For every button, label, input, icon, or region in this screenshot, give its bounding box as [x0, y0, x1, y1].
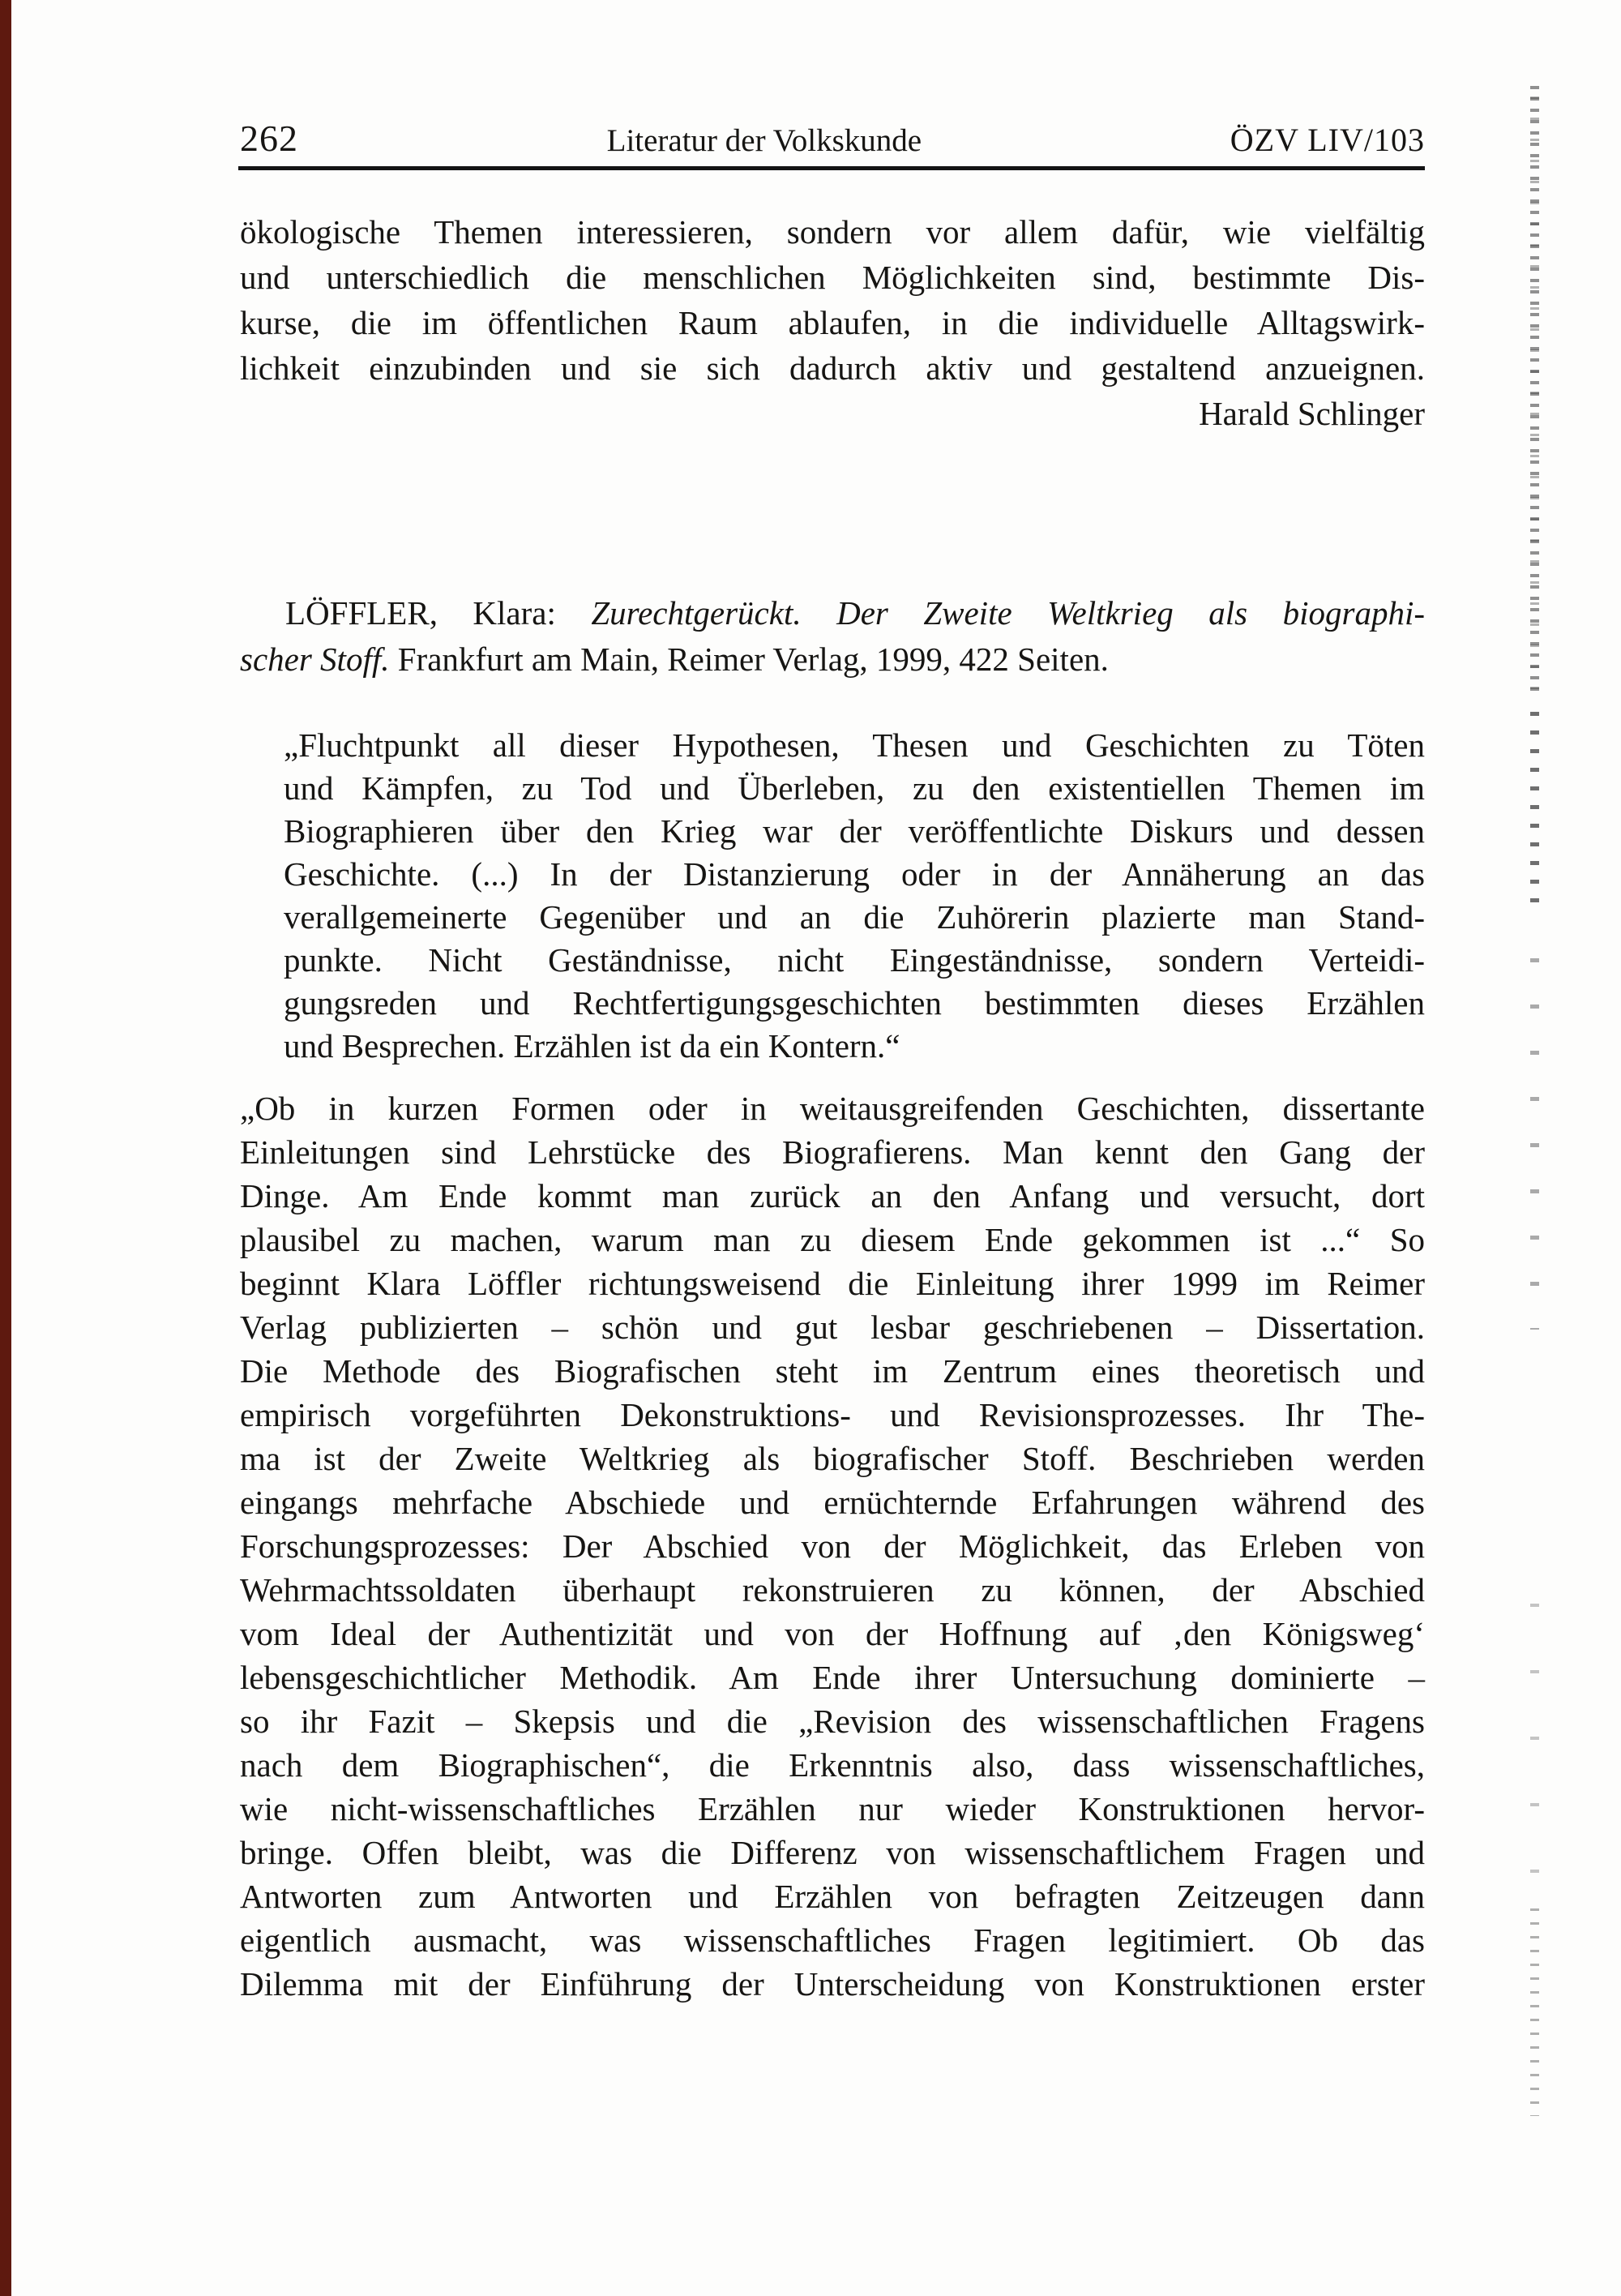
text-line: und unterschiedlich die menschlichen Möglichkeiten sind, bestimmte Dis- — [240, 259, 1425, 296]
text-line: Biographieren über den Krieg war der veröffentlichte Diskurs und dessen — [284, 812, 1425, 850]
text-line: Antworten zum Antworten und Erzählen von befragten Zeitzeugen dann — [240, 1878, 1425, 1915]
text-line: kurse, die im öffentlichen Raum ablaufen, in die individuelle Alltagswirk- — [240, 304, 1425, 341]
issue-label: ÖZV LIV/103 — [1230, 122, 1425, 158]
text-line: empirisch vorgeführten Dekonstruktions- und Revisionsprozesses. Ihr The- — [240, 1396, 1425, 1433]
text-line: nach dem Biographischen“, die Erkenntnis also, dass wissenschaftliches, — [240, 1746, 1425, 1784]
continuation-paragraph — [240, 209, 1425, 391]
header-rule — [238, 166, 1425, 170]
page-number: 262 — [240, 118, 298, 159]
text-line: verallgemeinerte Gegenüber und an die Zuhörerin plazierte man Stand- — [284, 898, 1425, 936]
book-reference — [240, 590, 1425, 683]
scan-edge-dashes — [1530, 1540, 1539, 1897]
text-line: wie nicht-wissenschaftliches Erzählen nur wieder Konstruktionen hervor- — [240, 1790, 1425, 1827]
text-line: vom Ideal der Authentizität und von der Hoffnung auf ‚den Königsweg‘ — [240, 1615, 1425, 1652]
scan-edge-dashes — [1530, 697, 1539, 916]
text-line: bringe. Offen bleibt, was die Differenz von wissenschaftlichem Fragen und — [240, 1834, 1425, 1871]
text-line: scher Stoff. Frankfurt am Main, Reimer Verlag, 1999, 422 Seiten. — [240, 640, 1109, 678]
text-line: Einleitungen sind Lehrstücke des Biografierens. Man kennt den Gang der — [240, 1133, 1425, 1171]
text-line: LÖFFLER, Klara: Zurechtgerückt. Der Zweite Weltkrieg als biographi- — [285, 594, 1425, 632]
running-title: Literatur der Volkskunde — [606, 123, 922, 158]
text-line: Dinge. Am Ende kommt man zurück an den Anfang und versucht, dort — [240, 1177, 1425, 1214]
text-line: Forschungsprozesses: Der Abschied von der Möglichkeit, das Erleben von — [240, 1527, 1425, 1565]
scan-edge-dashes — [1530, 78, 1539, 697]
page-header — [240, 117, 1425, 160]
text-line: so ihr Fazit – Skepsis und die „Revision des wissenschaftlichen Fragens — [240, 1703, 1425, 1740]
text-line: Die Methode des Biografischen steht im Zentrum eines theoretisch und — [240, 1352, 1425, 1390]
text-line: lichkeit einzubinden und sie sich dadurch aktiv und gestaltend anzueignen. — [240, 349, 1425, 387]
scan-edge-dashes — [1530, 1897, 1539, 2116]
text-line: gungsreden und Rechtfertigungsgeschichten bestimmten dieses Erzählen — [284, 984, 1425, 1022]
review-body — [240, 1086, 1425, 2006]
scan-binding-stripe — [0, 0, 11, 2296]
text-line: eigentlich ausmacht, was wissenschaftliches Fragen legitimiert. Ob das — [240, 1921, 1425, 1959]
text-line: lebensgeschichtlicher Methodik. Am Ende ihrer Untersuchung dominierte – — [240, 1659, 1425, 1696]
reviewer-signature: Harald Schlinger — [1199, 395, 1425, 432]
text-line: „Fluchtpunkt all dieser Hypothesen, Thesen und Geschichten zu Töten — [284, 726, 1425, 764]
text-line: eingangs mehrfache Abschiede und ernüchternde Erfahrungen während des — [240, 1484, 1425, 1521]
text-line: und Besprechen. Erzählen ist da ein Kontern.“ — [284, 1027, 900, 1064]
block-quote — [284, 724, 1425, 1068]
text-line: Geschichte. (...) In der Distanzierung oder in der Annäherung an das — [284, 855, 1425, 893]
scan-edge-dashes — [1530, 916, 1539, 1330]
text-line: „Ob in kurzen Formen oder in weitausgreifenden Geschichten, dissertante — [240, 1090, 1425, 1127]
text-line: ma ist der Zweite Weltkrieg als biografischer Stoff. Beschrieben werden — [240, 1440, 1425, 1477]
text-line: Wehrmachtssoldaten überhaupt rekonstruieren zu können, der Abschied — [240, 1571, 1425, 1608]
text-line: plausibel zu machen, warum man zu diesem Ende gekommen ist ...“ So — [240, 1221, 1425, 1258]
text-line: punkte. Nicht Geständnisse, nicht Eingeständnisse, sondern Verteidi- — [284, 941, 1425, 979]
text-line: ökologische Themen interessieren, sondern vor allem dafür, wie vielfältig — [240, 213, 1425, 251]
text-line: Dilemma mit der Einführung der Unterscheidung von Konstruktionen erster — [240, 1965, 1425, 2003]
text-line: Verlag publizierten – schön und gut lesbar geschriebenen – Dissertation. — [240, 1309, 1425, 1346]
text-line: und Kämpfen, zu Tod und Überleben, zu den existentiellen Themen im — [284, 769, 1425, 807]
text-line: beginnt Klara Löffler richtungsweisend die Einleitung ihrer 1999 im Reimer — [240, 1265, 1425, 1302]
